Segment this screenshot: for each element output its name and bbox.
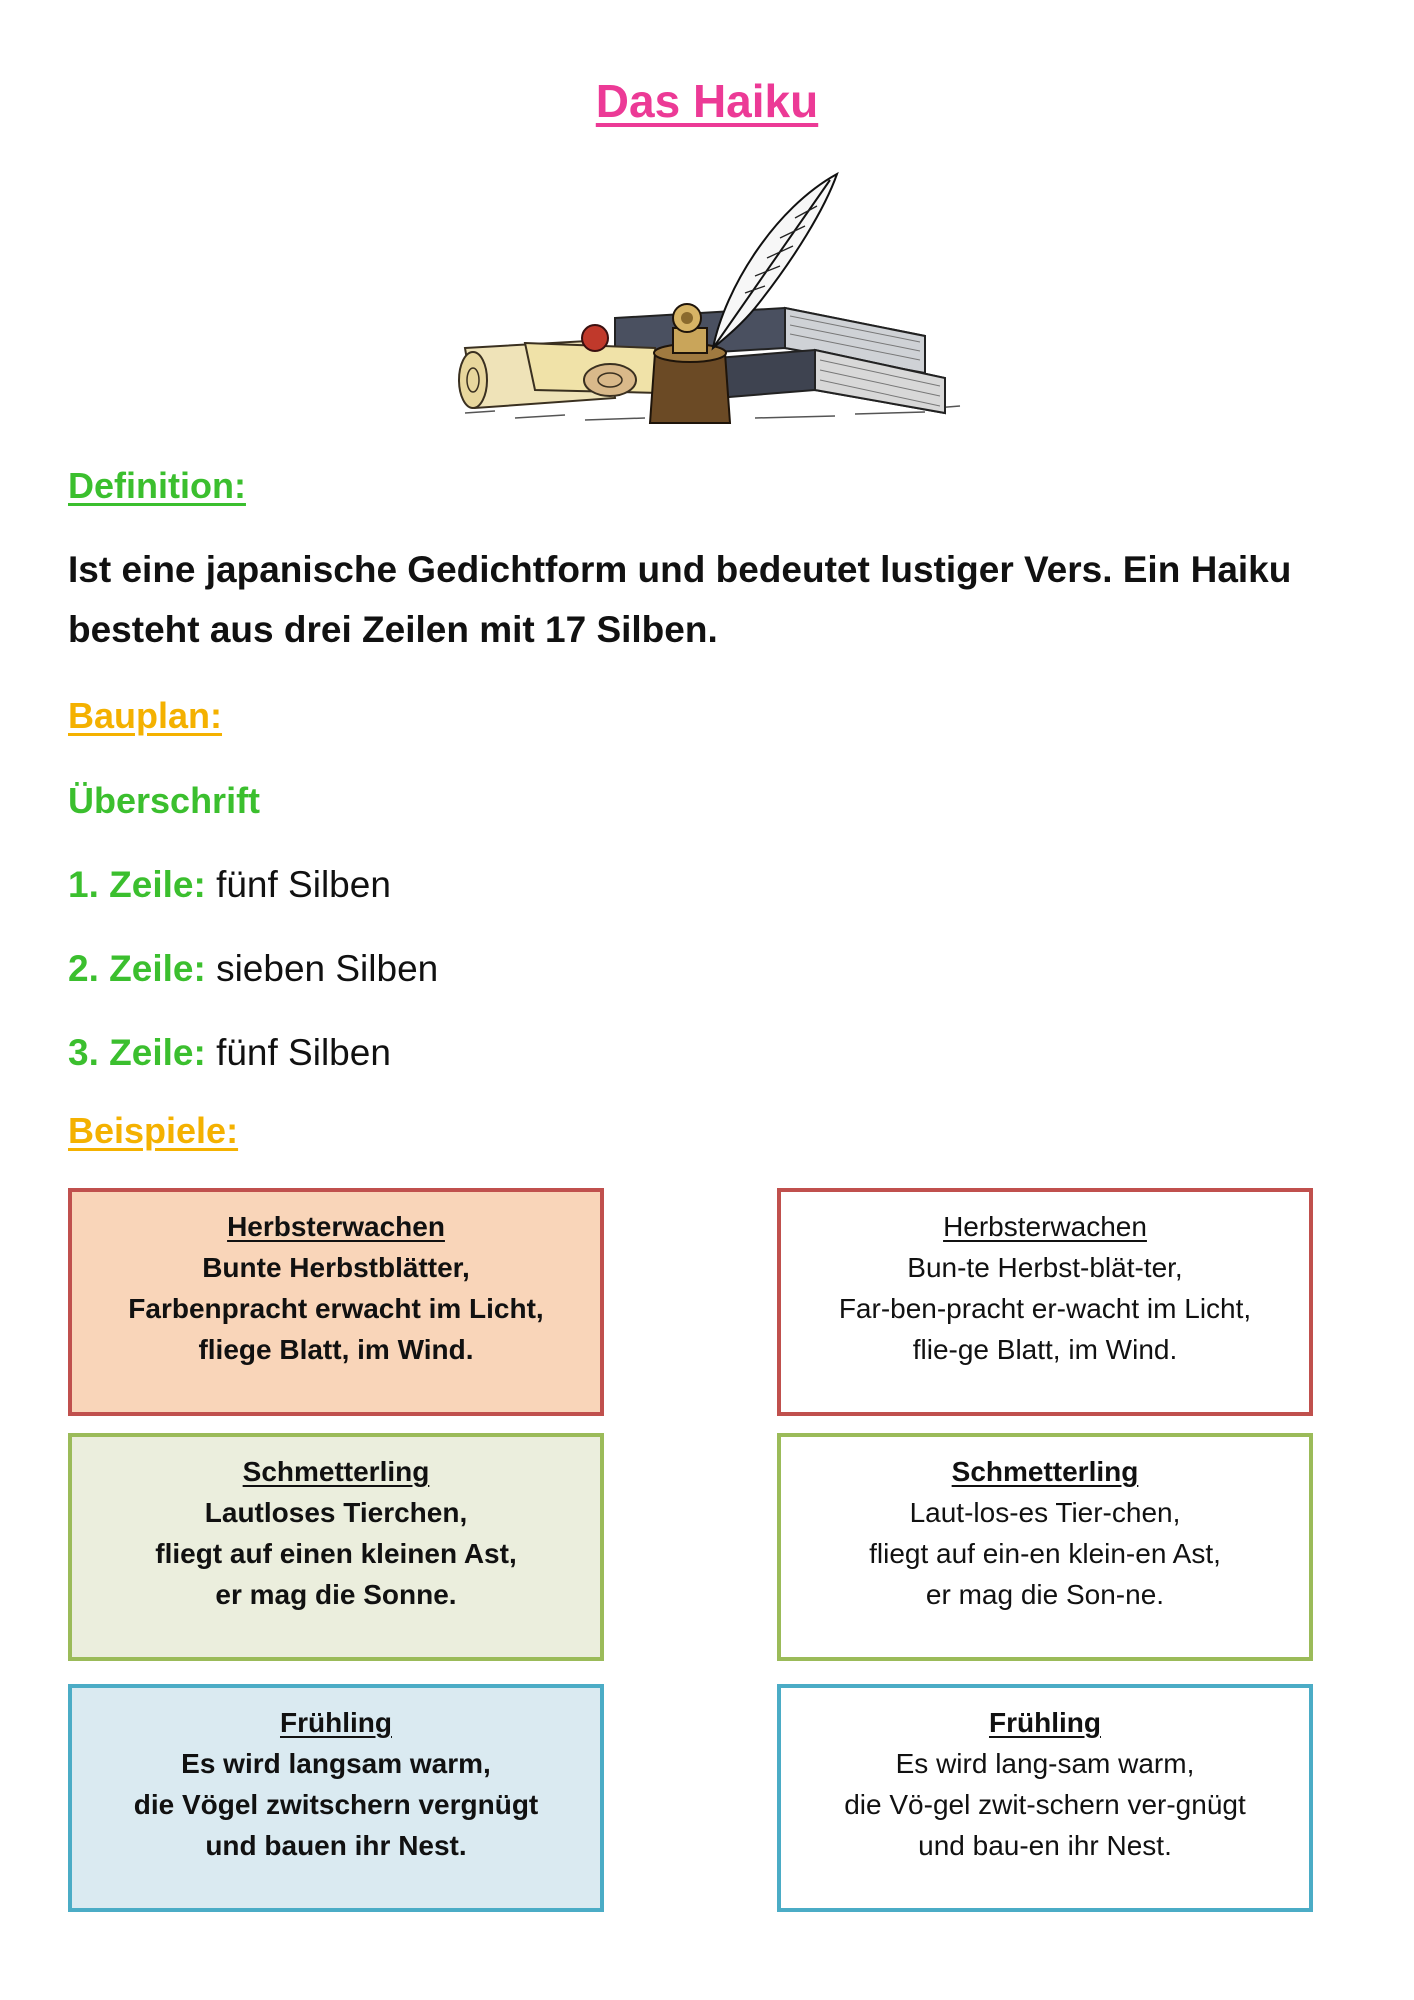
line-label: 1. Zeile:	[68, 864, 206, 905]
example-title: Schmetterling	[951, 1456, 1139, 1487]
example-line: fliegt auf ein-en klein-en Ast,	[869, 1538, 1221, 1569]
example-title: Herbsterwachen	[227, 1211, 445, 1242]
example-card-schmetterling	[68, 1433, 604, 1661]
bauplan-line-2	[68, 948, 438, 990]
example-title: Frühling	[989, 1707, 1101, 1738]
example-line: Laut-los-es Tier-chen,	[909, 1497, 1181, 1528]
bauplan-line-1	[68, 864, 391, 906]
example-line: Farbenpracht erwacht im Licht,	[128, 1293, 544, 1324]
example-card-schmetterling-syllables	[777, 1433, 1313, 1661]
example-card-herbsterwachen	[68, 1188, 604, 1416]
definition-heading: Definition:	[68, 465, 246, 506]
example-line: Bun-te Herbst-blät-ter,	[907, 1252, 1183, 1283]
example-title: Schmetterling	[242, 1456, 430, 1487]
definition-text: Ist eine japanische Gedichtform und bedeutet lustiger Vers. Ein Haiku besteht aus drei Zeilen mit 17 Silben.	[68, 549, 1292, 650]
ueberschrift-label: Überschrift	[68, 780, 261, 821]
page-title: Das Haiku	[595, 75, 819, 127]
example-line: fliege Blatt, im Wind.	[198, 1334, 474, 1365]
example-line: und bauen ihr Nest.	[205, 1830, 467, 1861]
line-label: 3. Zeile:	[68, 1032, 206, 1073]
line-text: fünf Silben	[216, 1032, 391, 1073]
example-line: Es wird langsam warm,	[181, 1748, 491, 1779]
example-line: Es wird lang-sam warm,	[895, 1748, 1195, 1779]
example-line: die Vögel zwitschern vergnügt	[133, 1789, 539, 1820]
example-line: die Vö-gel zwit-schern ver-gnügt	[844, 1789, 1246, 1820]
line-label: 2. Zeile:	[68, 948, 206, 989]
example-line: fliegt auf einen kleinen Ast,	[155, 1538, 517, 1569]
example-line: Lautloses Tierchen,	[204, 1497, 468, 1528]
example-line: und bau-en ihr Nest.	[918, 1830, 1172, 1861]
example-card-fruehling	[68, 1684, 604, 1912]
line-text: fünf Silben	[216, 864, 391, 905]
example-title: Frühling	[280, 1707, 392, 1738]
example-line: er mag die Son-ne.	[925, 1579, 1165, 1610]
example-card-fruehling-syllables	[777, 1684, 1313, 1912]
line-text: sieben Silben	[216, 948, 439, 989]
bauplan-heading: Bauplan:	[68, 695, 223, 736]
example-line: er mag die Sonne.	[215, 1579, 457, 1610]
example-card-herbsterwachen-syllables	[777, 1188, 1313, 1416]
example-line: Bunte Herbstblätter,	[202, 1252, 470, 1283]
beispiele-heading: Beispiele:	[68, 1110, 239, 1151]
books-quill-inkwell-icon	[455, 168, 965, 438]
example-line: flie-ge Blatt, im Wind.	[912, 1334, 1178, 1365]
example-title: Herbsterwachen	[943, 1211, 1147, 1242]
example-line: Far-ben-pracht er-wacht im Licht,	[838, 1293, 1252, 1324]
bauplan-line-3	[68, 1032, 391, 1074]
